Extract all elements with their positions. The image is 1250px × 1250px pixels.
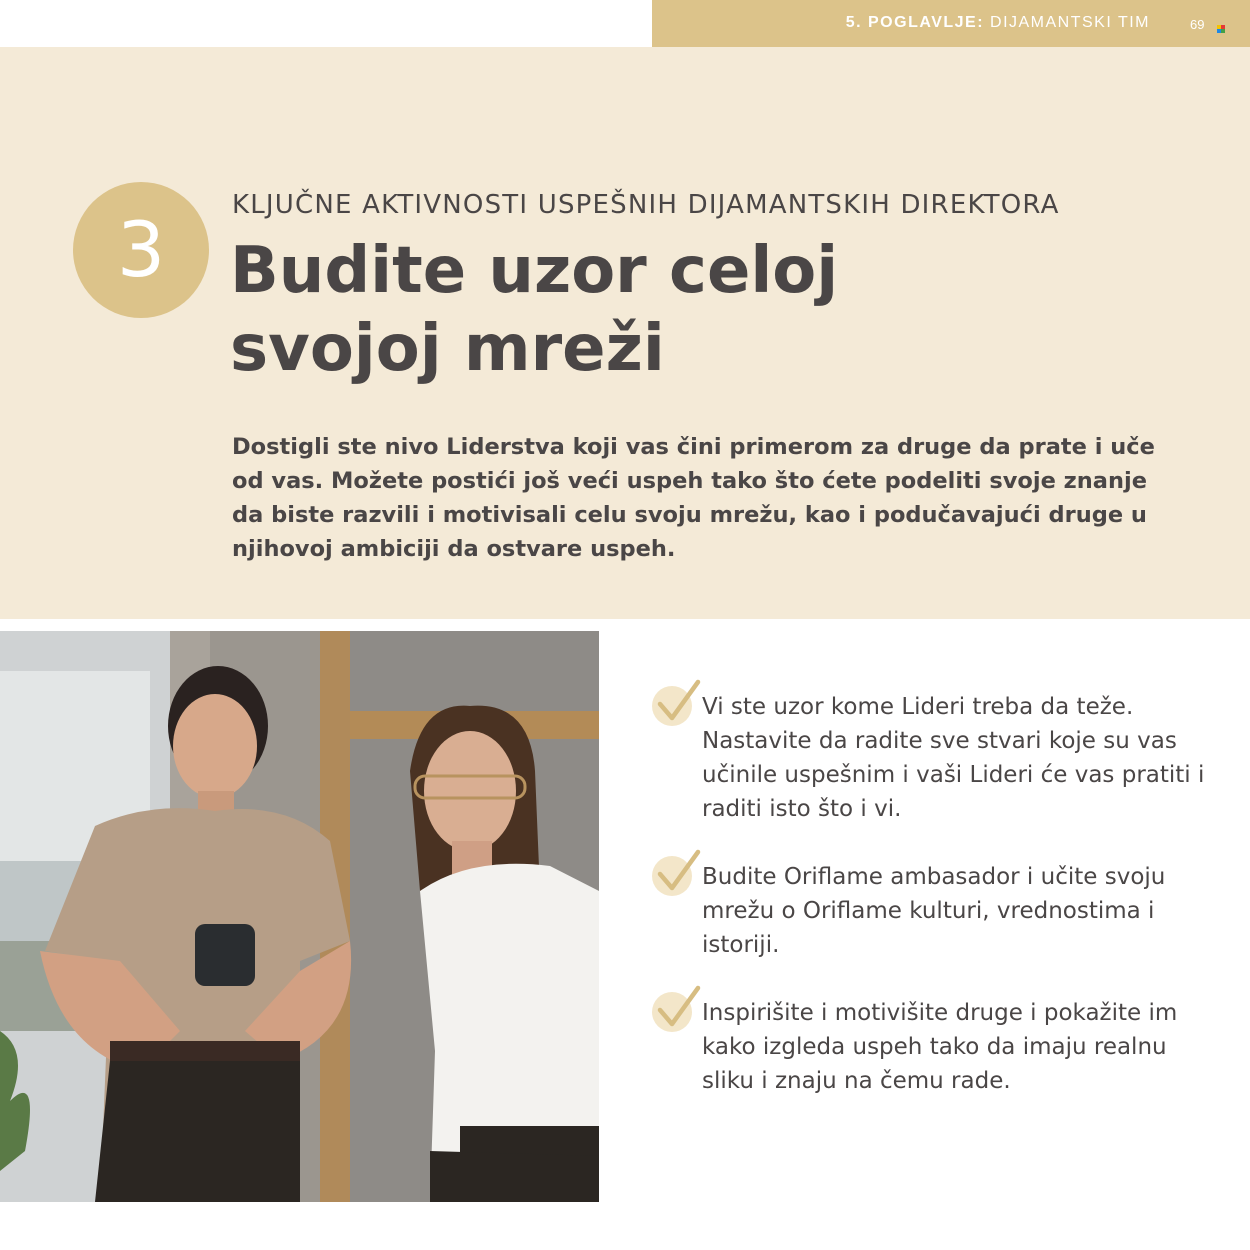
list-item-text: Budite Oriflame ambasador i učite svoju mrežu o Oriflame kulturi, vrednostima i istoriji. [702, 864, 1166, 958]
title-line-1: Budite uzor celoj [230, 234, 839, 308]
checkmark-icon [650, 676, 702, 728]
page-number: 69 [1190, 17, 1205, 32]
checkmark-icon [650, 982, 702, 1034]
section-kicker: KLJUČNE AKTIVNOSTI USPEŠNIH DIJAMANTSKIH DIREKTORA [232, 190, 1060, 220]
title-line-2: svojoj mreži [230, 312, 665, 386]
lead-paragraph: Dostigli ste nivo Liderstva koji vas čini primerom za druge da prate i uče od vas. Možete postići još veći uspeh tako što ćete podeliti svoje znanje da biste razvili i motivisali celu svoju mrežu, kao i podučavajući druge u njihovoj ambiciji da ostvare uspeh. [232, 434, 1155, 562]
color-marks-icon [1217, 25, 1226, 33]
step-number-badge: 3 [73, 182, 209, 318]
list-item-text: Inspirišite i motivišite druge i pokažite im kako izgleda uspeh tako da imaju realnu sliku i znaju na čemu rade. [702, 1000, 1178, 1094]
chapter-title: DIJAMANTSKI TIM [984, 14, 1150, 31]
two-women-photo [0, 631, 599, 1202]
list-item-text: Vi ste uzor kome Lideri treba da teže. Nastavite da radite sve stvari koje su vas učinile uspešnim i vaši Lideri će vas pratiti i raditi isto što i vi. [702, 694, 1205, 822]
chapter-number: 5. POGLAVLJE: [845, 14, 985, 31]
chapter-header-bar [652, 0, 1250, 47]
page-title [230, 232, 990, 388]
chapter-label [846, 14, 1150, 32]
checkmark-icon [650, 846, 702, 898]
